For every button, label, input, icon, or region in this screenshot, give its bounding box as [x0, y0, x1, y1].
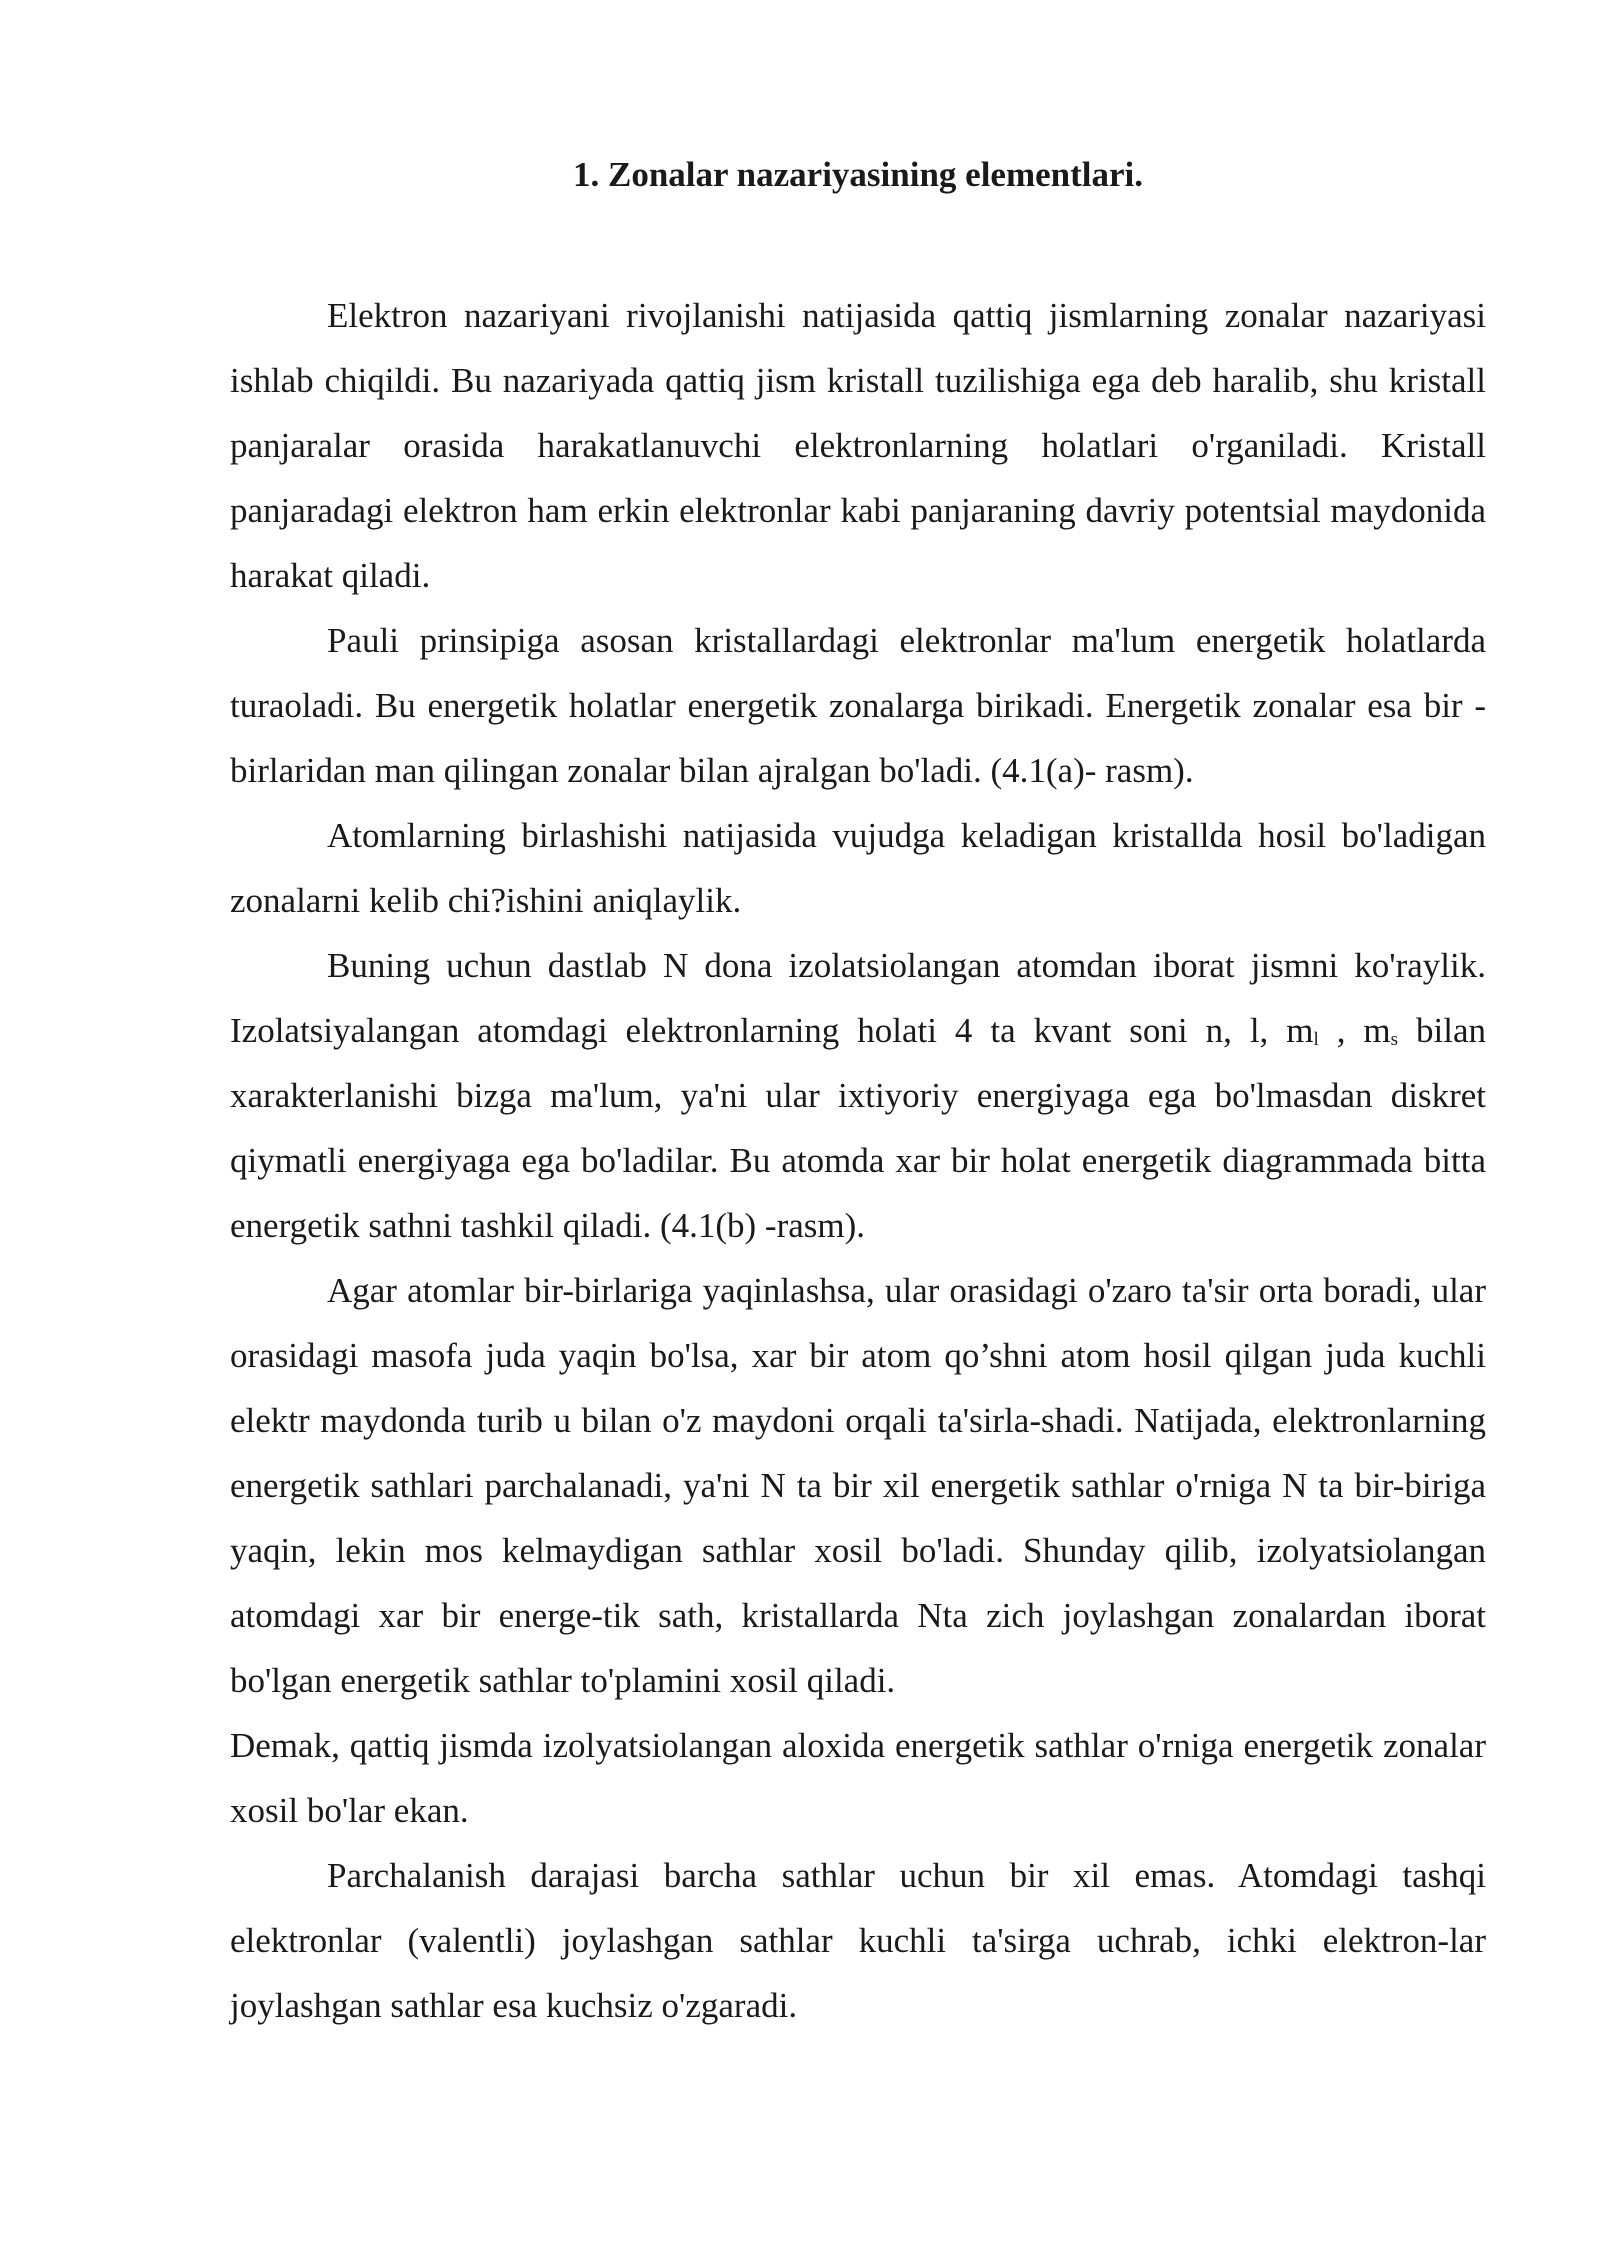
paragraph-3: Atomlarning birlashishi natijasida vujudga keladigan kristallda hosil bo'ladigan zonalarni kelib chi?ishini aniqlaylik. — [230, 816, 1486, 920]
paragraph-4-text-2: , m — [1318, 1011, 1391, 1050]
subscript-s: s — [1390, 1029, 1399, 1050]
paragraph-6: Demak, qattiq jismda izolyatsiolangan aloxida energetik sathlar o'rniga energetik zonalar xosil bo'lar ekan. — [230, 1726, 1486, 1830]
paragraph-1: Elektron nazariyani rivojlanishi natijasida qattiq jismlarning zonalar nazariyasi ishlab chiqildi. Bu nazariyada qattiq jism kristall tuzilishiga ega deb haralib, shu kristall panjaralar orasida harakatlanuvchi elektronlarning holatlari o'rganiladi. Kristall panjaradagi elektron ham erkin elektronlar kabi panjaraning davriy potentsial maydonida harakat qiladi. — [230, 296, 1486, 595]
paragraph-4 — [230, 933, 1486, 1258]
subscript-l: l — [1313, 1029, 1319, 1050]
paragraph-4-text-1: Buning uchun dastlab N dona izolatsiolangan atomdan iborat jismni ko'raylik. Izolatsiyalangan atomdagi elektronlarning holati 4 ta kvant soni n, l, m — [230, 946, 1486, 1050]
document-page — [230, 150, 1486, 2038]
paragraph-5: Agar atomlar bir-birlariga yaqinlashsa, ular orasidagi o'zaro ta'sir orta boradi, ular orasidagi masofa juda yaqin bo'lsa, xar bir atom qo’shni atom hosil qilgan juda kuchli elektr maydonda turib u bilan o'z maydoni orqali ta'sirla-shadi. Natijada, elektronlarning energetik sathlari parchalanadi, ya'ni N ta bir xil energetik sathlar o'rniga N ta bir-biriga yaqin, lekin mos kelmaydigan sathlar xosil bo'ladi. Shunday qilib, izolyatsiolangan atomdagi xar bir energe-tik sath, kristallarda Nta zich joylashgan zonalardan iborat bo'lgan energetik sathlar to'plamini xosil qiladi. — [230, 1271, 1486, 1700]
paragraph-4-text-3: bilan xarakterlanishi bizga ma'lum, ya'ni ular ixtiyoriy energiyaga ega bo'lmasdan diskret qiymatli energiyaga ega bo'ladilar. Bu atomda xar bir holat energetik diagrammada bitta energetik sathni tashkil qiladi. (4.1(b) -rasm). — [230, 1011, 1487, 1245]
paragraph-2: Pauli prinsipiga asosan kristallardagi elektronlar ma'lum energetik holatlarda turaoladi. Bu energetik holatlar energetik zonalarga birikadi. Energetik zonalar esa bir - birlaridan man qilingan zonalar bilan ajralgan bo'ladi. (4.1(a)- rasm). — [230, 621, 1486, 790]
document-title: 1. Zonalar nazariyasining elementlari. — [572, 155, 1144, 194]
paragraph-7: Parchalanish darajasi barcha sathlar uchun bir xil emas. Atomdagi tashqi elektronlar (valentli) joylashgan sathlar kuchli ta'sirga uchrab, ichki elektron-lar joylashgan sathlar esa kuchsiz o'zgaradi. — [230, 1856, 1486, 2025]
document-body — [230, 283, 1486, 2038]
